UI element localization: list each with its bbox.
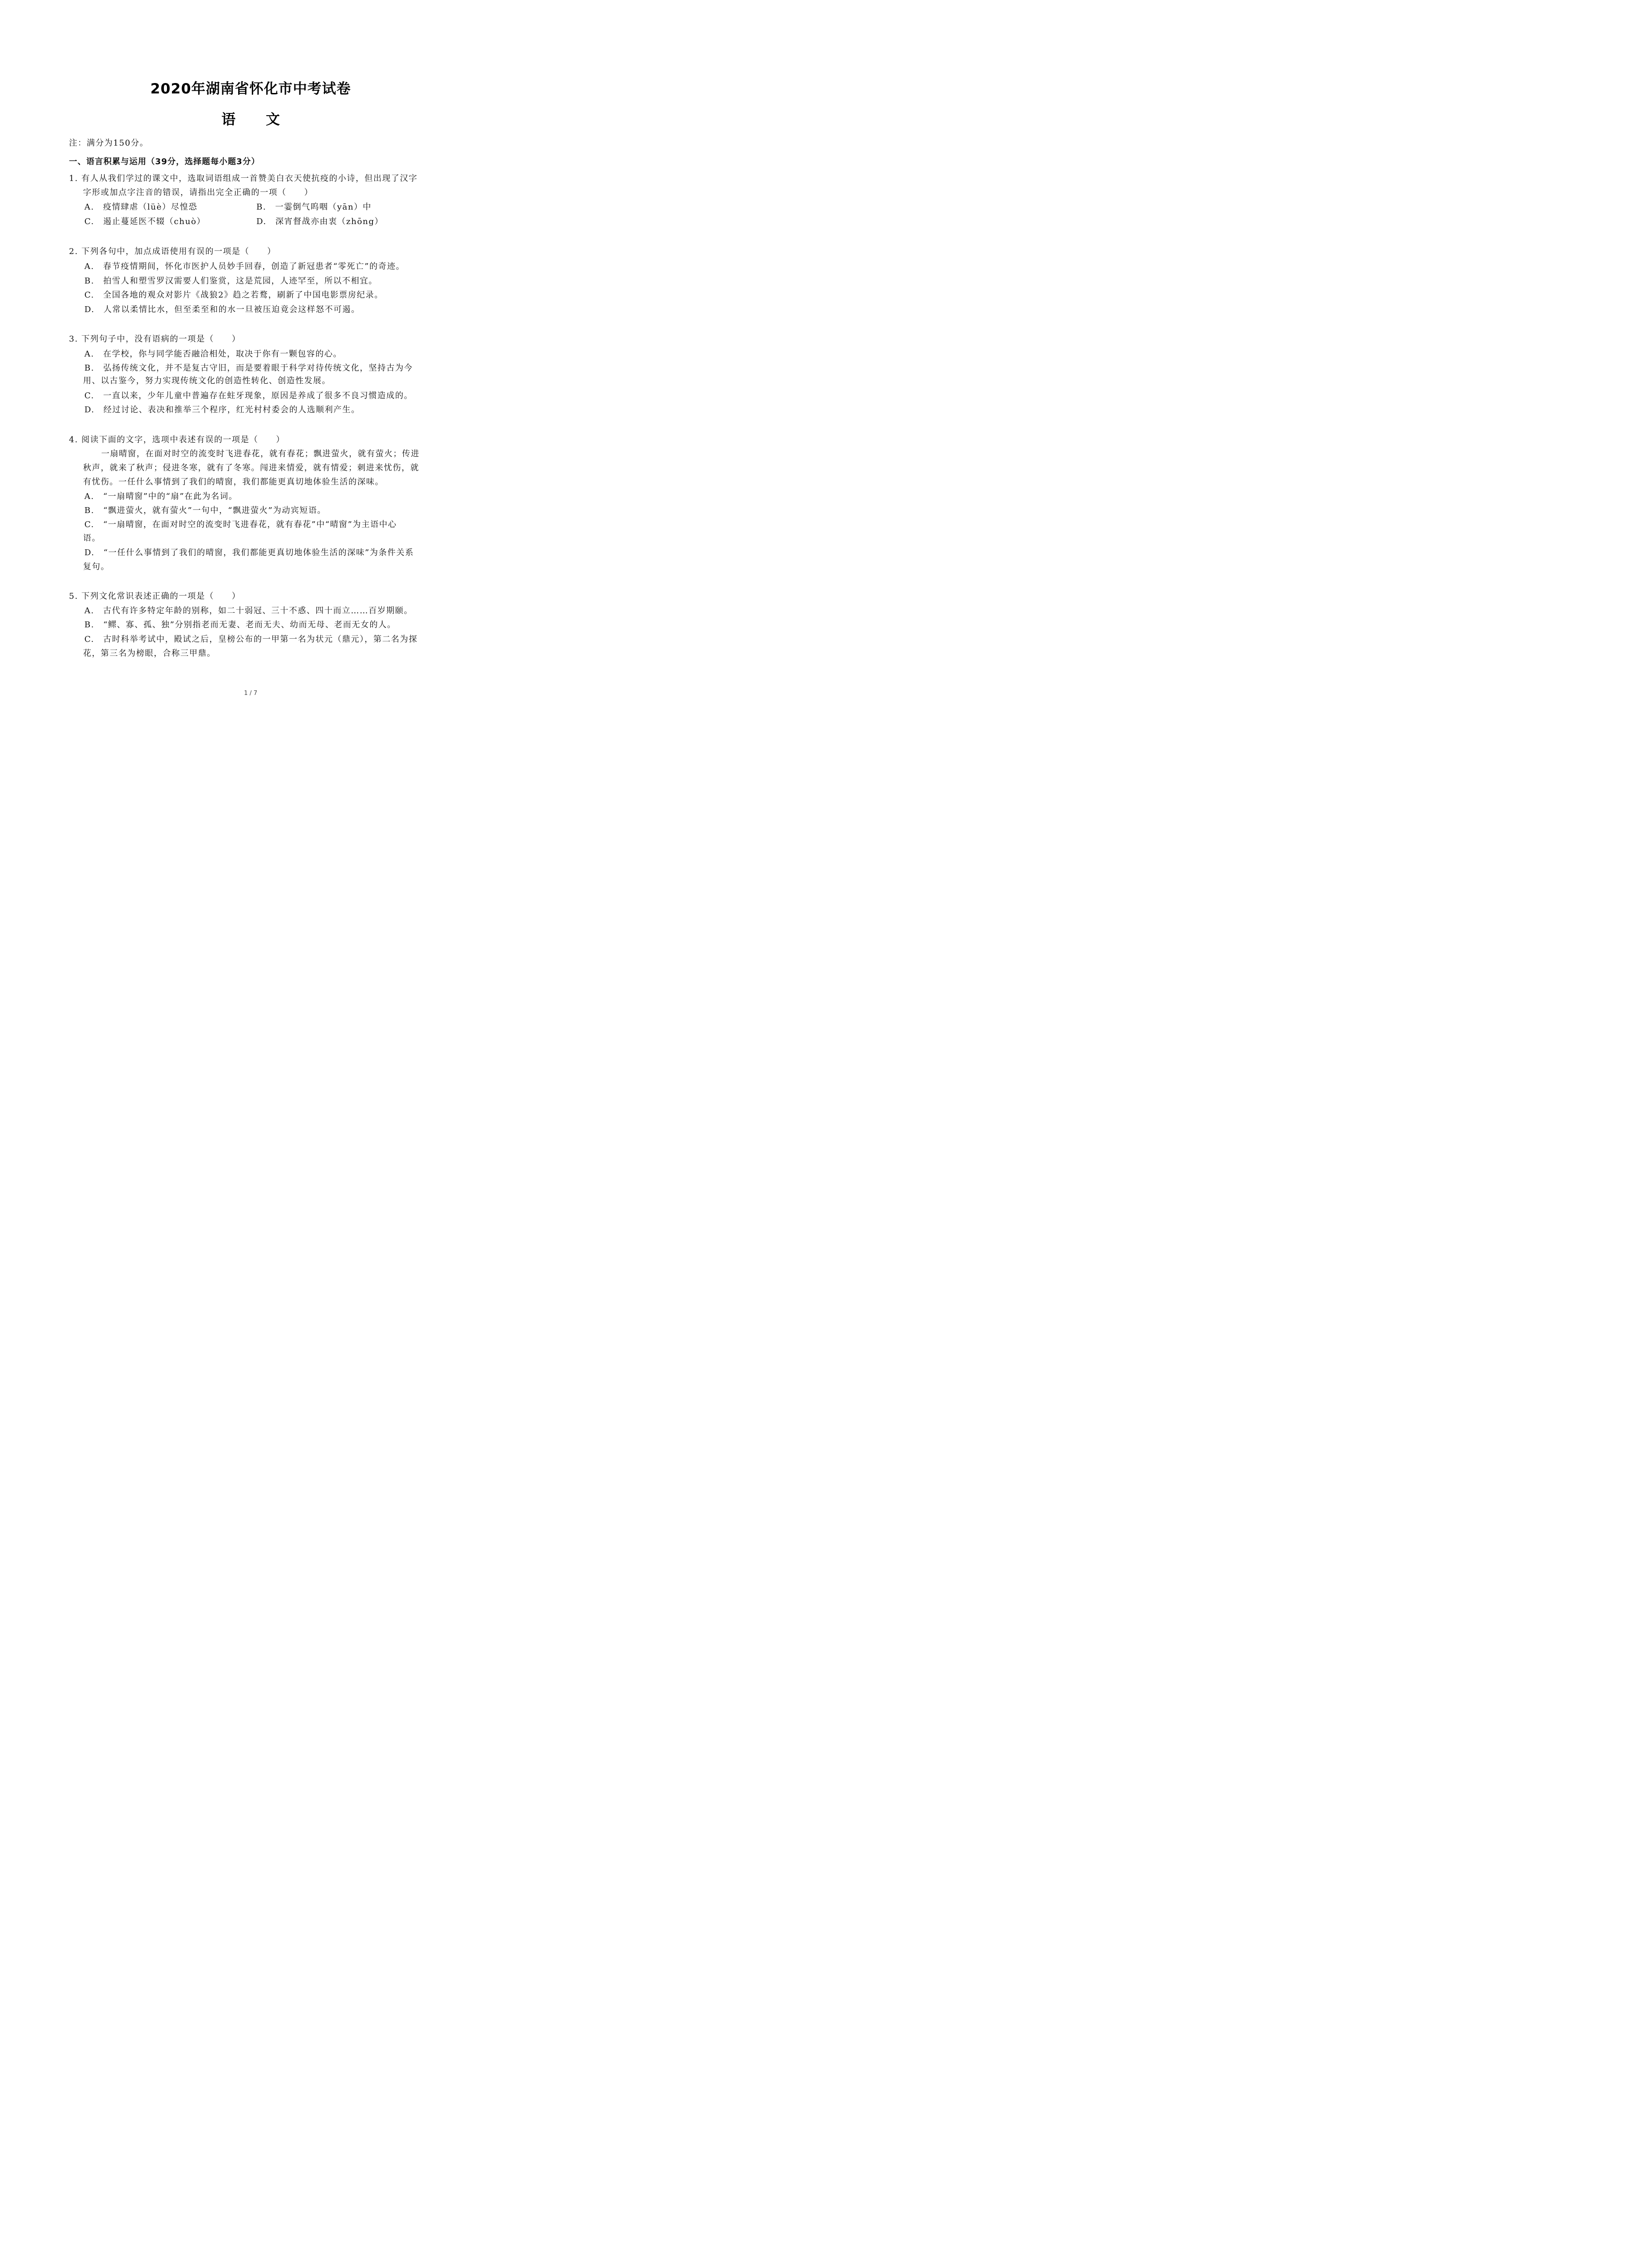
q3-option-c: C. 一直以来，少年儿童中普遍存在蛀牙现象，原因是养成了很多不良习惯造成的。 <box>84 391 413 401</box>
q3-option-d: D. 经过讨论、表决和推举三个程序，红光村村委会的人选顺利产生。 <box>84 405 360 415</box>
q1-stem-line2: 字形或加点字注音的错误，请指出完全正确的一项（ ） <box>83 188 313 197</box>
q1-stem-line1: 1. 有人从我们学过的课文中，选取词语组成一首赞美白衣天使抗疫的小诗，但出现了汉字 <box>69 174 418 183</box>
score-note: 注：满分为150分。 <box>69 138 149 148</box>
q1-option-a: A. 疫情肆虐（lüè）尽惶恐 <box>84 202 198 212</box>
q5-option-c-line2: 花，第三名为榜眼，合称三甲鼎。 <box>83 649 216 658</box>
q2-option-c: C. 全国各地的观众对影片《战狼2》趋之若鹜，刷新了中国电影票房纪录。 <box>84 290 383 300</box>
subject-title: 语 文 <box>221 112 293 128</box>
q5-option-b: B. “鳏、寡、孤、独”分别指老而无妻、老而无夫、幼而无母、老而无女的人。 <box>84 620 396 630</box>
page-number: 1 / 7 <box>244 690 258 697</box>
q2-stem: 2. 下列各句中，加点成语使用有误的一项是（ ） <box>69 247 276 256</box>
q4-option-d-line1: D. “一任什么事情到了我们的晴窗，我们都能更真切地体验生活的深味”为条件关系 <box>84 548 414 557</box>
q4-option-c-line2: 语。 <box>83 533 101 543</box>
q4-passage-line2: 秋声，就来了秋声；侵进冬寒，就有了冬寒。闯进来情爱，就有情爱；刺进来忧伤，就 <box>83 463 419 473</box>
q3-stem: 3. 下列句子中，没有语病的一项是（ ） <box>69 334 241 344</box>
q3-option-b-line2: 用、以古鉴今，努力实现传统文化的创造性转化、创造性发展。 <box>83 376 331 386</box>
q4-passage-line3: 有忧伤。一任什么事情到了我们的晴窗，我们都能更真切地体验生活的深味。 <box>83 477 384 487</box>
q1-option-b: B. 一霎倒气呜咽（yān）中 <box>256 202 372 212</box>
q4-option-a: A. “一扇晴窗”中的“扇”在此为名词。 <box>84 492 238 501</box>
q4-option-d-line2: 复句。 <box>83 562 110 572</box>
q3-option-b-line1: B. 弘扬传统文化，并不是复古守旧，而是要着眼于科学对待传统文化，坚持古为今 <box>84 363 413 373</box>
q1-option-c: C. 遏止蔓延医不辍（chuò） <box>84 217 206 226</box>
q4-option-b: B. “飘进萤火，就有萤火”一句中，“飘进萤火”为动宾短语。 <box>84 506 326 515</box>
exam-title: 2020年湖南省怀化市中考试卷 <box>150 81 351 97</box>
q1-option-d: D. 深宵督战亦由衷（zhōng） <box>256 217 384 226</box>
q4-option-c-line1: C. “一扇晴窗，在面对时空的流变时飞进春花，就有春花”中“晴窗”为主语中心 <box>84 520 397 529</box>
q4-stem: 4. 阅读下面的文字，选项中表述有误的一项是（ ） <box>69 435 285 445</box>
q2-option-d: D. 人常以柔情比水，但至柔至和的水一旦被压迫竟会这样怒不可遏。 <box>84 305 360 314</box>
q3-option-a: A. 在学校，你与同学能否融洽相处，取决于你有一颗包容的心。 <box>84 349 342 359</box>
q5-stem: 5. 下列文化常识表述正确的一项是（ ） <box>69 591 241 601</box>
q4-passage-line1: 一扇晴窗，在面对时空的流变时飞进春花，就有春花；飘进萤火，就有萤火；传进 <box>101 449 420 459</box>
section-heading: 一、语言积累与运用（39分，选择题每小题3分） <box>69 157 260 166</box>
q2-option-b: B. 拍雪人和塑雪罗汉需要人们鉴赏，这是荒园，人迹罕至，所以不相宜。 <box>84 276 377 286</box>
q2-option-a: A. 春节疫情期间，怀化市医护人员妙手回春，创造了新冠患者“零死亡”的奇迹。 <box>84 262 405 271</box>
q5-option-c-line1: C. 古时科举考试中，殿试之后，皇榜公布的一甲第一名为状元（鼎元），第二名为探 <box>84 635 418 644</box>
exam-page <box>0 0 501 709</box>
q5-option-a: A. 古代有许多特定年龄的别称，如二十弱冠、三十不惑、四十而立……百岁期颐。 <box>84 606 413 616</box>
